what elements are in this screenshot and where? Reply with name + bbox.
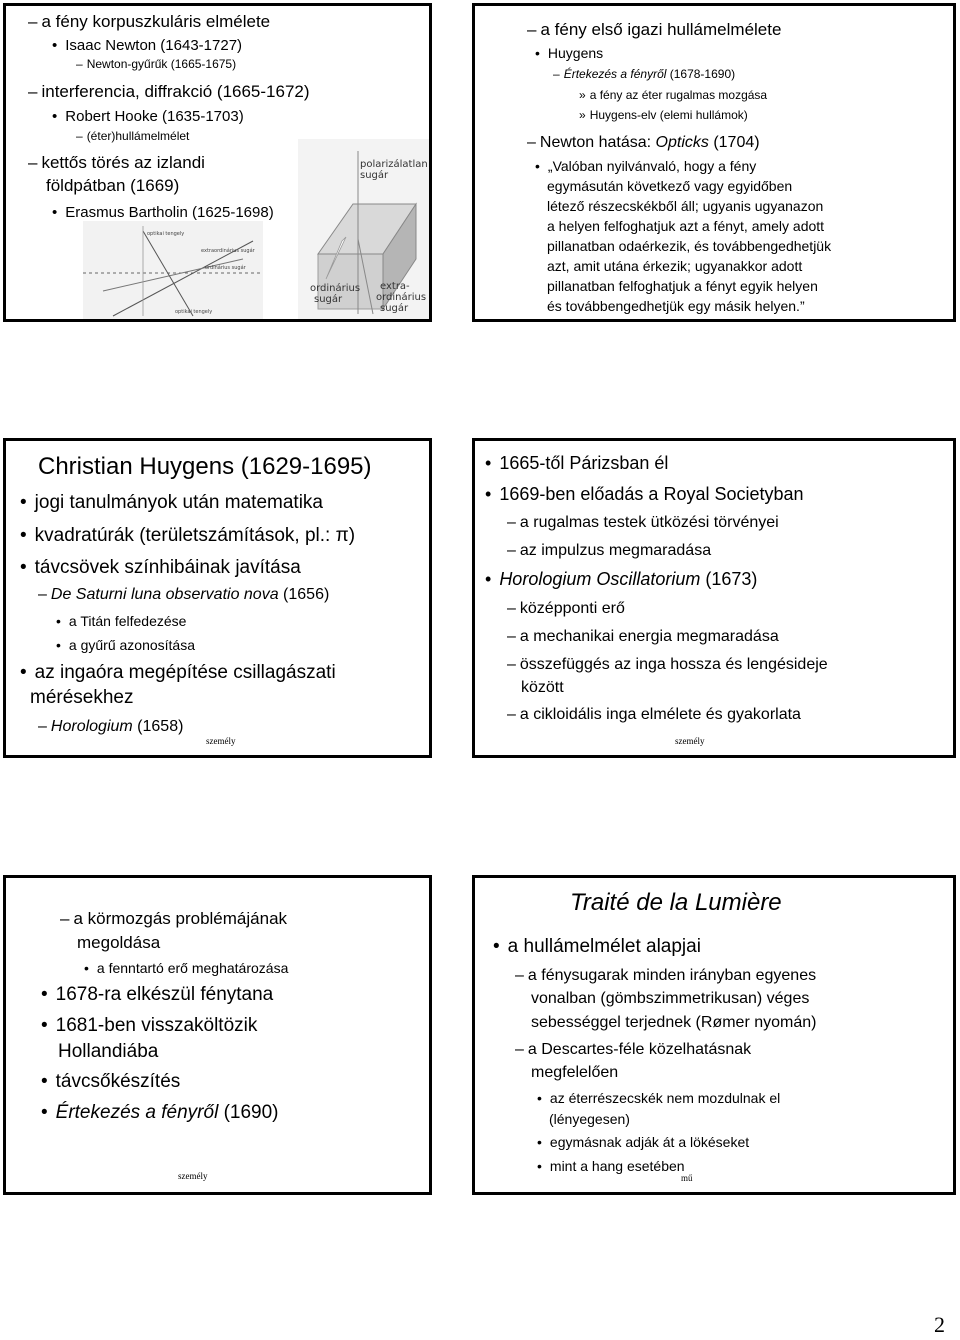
s2-quote-5: pillanatban odaérkezik, és továbbengedhetjük [547,238,832,254]
s3-line-6: • a gyűrű azonosítása [56,637,195,653]
s3-line-1: • jogi tanulmányok után matematika [20,492,323,514]
s5-line-4a: • 1681-ben visszaköltözik [41,1015,257,1037]
s3-line-5: • a Titán felfedezése [56,613,186,629]
page-number: 2 [934,1312,945,1337]
svg-text:extraordinárius sugár: extraordinárius sugár [201,248,255,254]
s6-line-3a: – a Descartes-féle közelhatásnak [515,1041,751,1059]
s1-line-5: • Robert Hooke (1635-1703) [52,108,244,125]
s4-line-2: • 1669-ben előadás a Royal Societyban [485,484,804,505]
s4-line-4: – az impulzus megmaradása [507,542,711,560]
s3-line-3: • távcsövek színhibáinak javítása [20,557,301,579]
s3-footer-label: személy [206,736,236,746]
s2-line-2: • Huygens [535,45,603,61]
s3-line-4: – De Saturni luna observatio nova (1656) [38,586,329,604]
s4-line-8a: – összefüggés az inga hossza és lengésideje [507,656,828,674]
s2-quote-1: • „Valóban nyilvánvaló, hogy a fény [535,158,756,174]
s2-line-4: » a fény az éter rugalmas mozgása [579,89,767,103]
s2-quote-2: egymásután következő vagy egyidőben [547,178,793,194]
s5-line-1a: – a körmozgás problémájának [60,909,287,929]
s3-line-2: • kvadratúrák (területszámítások, pl.: π) [20,525,355,547]
s6-line-4b: (lényegesen) [549,1111,630,1127]
refraction-diagram-icon [83,221,263,321]
s1-line-7a: – kettős törés az izlandi [28,153,205,173]
s6-line-2b: vonalban (gömbszimmetrikusan) véges [531,990,810,1007]
s2-line-1: – a fény első igazi hullámelmélete [527,20,781,40]
s1-line-3: – Newton-gyűrűk (1665-1675) [76,58,236,72]
s6-line-3b: megfelelően [531,1064,619,1081]
s2-quote-6: azt, amit utána érkezik; ugyanakkor adott [547,258,803,274]
s2-line-5: » Huygens-elv (elemi hullámok) [579,109,748,123]
s2-quote-8: és továbbengedhetjük egy másik helyen.” [547,298,805,314]
s6-footer-label: mű [681,1173,693,1183]
s2-quote-3: létező részecskékből áll; ugyanis ugyanazon [547,198,824,214]
svg-text:optikai tengely: optikai tengely [175,309,213,315]
s4-line-1: • 1665-től Párizsban él [485,453,668,474]
slide-5 [3,875,432,1195]
s3-line-7b: mérésekhez [30,687,134,708]
slide-6 [472,875,956,1195]
svg-text:polarizálatlan: polarizálatlan [360,159,428,170]
s5-line-3: • 1678-ra elkészül fénytana [41,984,273,1006]
s5-footer-label: személy [178,1171,208,1181]
s4-line-9: – a cikloidális inga elmélete és gyakorlata [507,706,801,724]
s6-line-6: • mint a hang esetében [537,1158,685,1174]
svg-text:optikai tengely: optikai tengely [147,231,185,237]
s3-line-7a: • az ingaóra megépítése csillagászati [20,662,336,684]
s1-line-2: • Isaac Newton (1643-1727) [52,37,242,54]
s5-line-2: • a fenntartó erő meghatározása [84,960,288,976]
s5-line-6: • Értekezés a fényről (1690) [41,1102,279,1124]
slide-3 [3,438,432,758]
svg-text:ordinárius sugár: ordinárius sugár [205,265,246,271]
s3-title: Christian Huygens (1629-1695) [38,453,372,480]
svg-text:ordinárius: ordinárius [310,283,361,294]
s1-line-8: • Erasmus Bartholin (1625-1698) [52,204,274,221]
s5-line-1b: megoldása [77,933,161,952]
s1-line-1: – a fény korpuszkuláris elmélete [28,12,270,32]
slide-4 [472,438,956,758]
s6-line-1: • a hullámelmélet alapjai [493,936,701,958]
s4-footer-label: személy [675,736,705,746]
svg-text:sugár: sugár [314,294,343,305]
s4-line-7: – a mechanikai energia megmaradása [507,628,779,646]
s2-line-6: – Newton hatása: Opticks (1704) [527,134,760,152]
s3-line-8: – Horologium (1658) [38,718,183,736]
s4-line-6: – középponti erő [507,600,625,618]
s4-line-3: – a rugalmas testek ütközési törvényei [507,514,779,532]
s5-line-5: • távcsőkészítés [41,1071,180,1093]
s2-line-3: – Értekezés a fényről (1678-1690) [553,68,735,82]
svg-text:sugár: sugár [380,303,409,314]
s4-line-8b: között [521,679,564,696]
s6-line-2c: sebességgel terjednek (Rømer nyomán) [531,1014,817,1031]
s6-line-5: • egymásnak adják át a lökéseket [537,1134,749,1150]
s6-line-4a: • az éterrészecskék nem mozdulnak el [537,1090,780,1106]
s4-line-5: • Horologium Oscillatorium (1673) [485,569,757,590]
s1-line-7b: földpátban (1669) [46,176,180,195]
slide-1 [3,3,432,322]
s1-line-4: – interferencia, diffrakció (1665-1672) [28,82,310,102]
calcite-crystal-figure [298,139,431,322]
svg-text:extra-: extra- [380,281,410,292]
svg-text:ordinárius: ordinárius [376,292,427,303]
s1-line-6: – (éter)hullámelmélet [76,130,189,144]
svg-text:sugár: sugár [360,170,389,181]
s2-quote-7: pillanatban felfoghatjuk a fényt egyik helyen [547,278,818,294]
s6-line-2a: – a fénysugarak minden irányban egyenes [515,967,816,985]
birefringence-figure-left [83,221,263,321]
s6-title: Traité de la Lumière [570,889,782,916]
slide-2 [472,3,956,322]
s5-line-4b: Hollandiába [58,1041,159,1062]
crystal-diagram-icon [298,139,431,322]
s2-quote-4: a helyen felfoghatjuk azt a fényt, amely adott [547,218,825,234]
